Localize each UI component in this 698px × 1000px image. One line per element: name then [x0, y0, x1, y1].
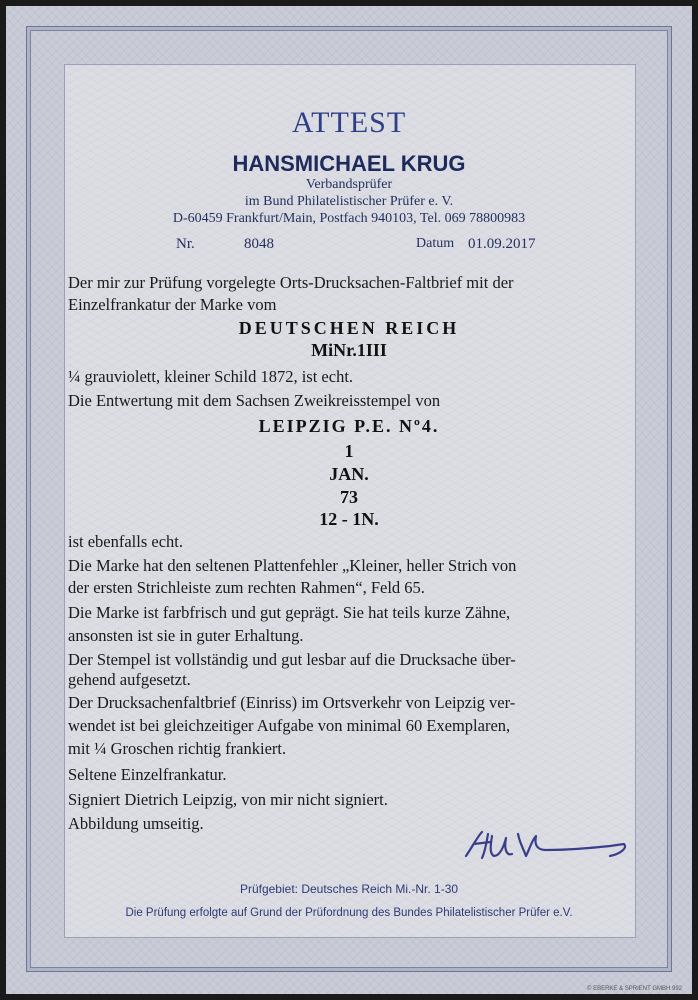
body-line-9: ansonsten ist sie in guter Erhaltung.	[68, 626, 304, 645]
nr-label: Nr.	[176, 236, 195, 252]
certificate-title: ATTEST	[291, 106, 407, 139]
issuer-association: im Bund Philatelistischer Prüfer e. V.	[244, 194, 454, 209]
body-line-1: Der mir zur Prüfung vorgelegte Orts-Drucksachen-Faltbrief mit der	[68, 273, 514, 292]
body-line-12: Der Drucksachenfaltbrief (Einriss) im Ortsverkehr von Leipzig ver-	[68, 693, 516, 712]
footer-statement: Die Prüfung erfolgte auf Grund der Prüfordnung des Bundes Philatelistischer Prüfer e.V.	[125, 907, 573, 919]
date-label: Datum	[416, 236, 455, 251]
body-line-2: Einzelfrankatur der Marke vom	[68, 295, 277, 314]
stamp-catalog-number: MiNr.1III	[311, 340, 387, 360]
date-value: 01.09.2017	[468, 236, 536, 252]
body-line-14: mit ¼ Groschen richtig frankiert.	[68, 739, 287, 758]
body-line-7: der ersten Strichleiste zum rechten Rahmen“, Feld 65.	[68, 578, 425, 597]
body-line-16: Signiert Dietrich Leipzig, von mir nicht signiert.	[68, 790, 388, 809]
footer-scope: Prüfgebiet: Deutsches Reich Mi.-Nr. 1-30	[239, 882, 459, 896]
body-line-11: gehend aufgesetzt.	[68, 670, 191, 689]
printer-imprint: © EBERKE & SPRIENT GMBH 992	[586, 986, 682, 992]
issuer-address: D-60459 Frankfurt/Main, Postfach 940103, Tel. 069 78800983	[172, 211, 526, 226]
postmark-day: 1	[344, 441, 354, 461]
issuer-name: HANSMICHAEL KRUG	[232, 151, 466, 176]
examiner-signature	[460, 826, 640, 866]
stamp-country: DEUTSCHEN REICH	[238, 318, 460, 338]
body-line-3: ¼ grauviolett, kleiner Schild 1872, ist echt.	[68, 367, 354, 386]
nr-value: 8048	[244, 236, 274, 252]
body-line-6: Die Marke hat den seltenen Plattenfehler „Kleiner, heller Strich von	[68, 556, 517, 575]
postmark-year: 73	[340, 487, 358, 507]
postmark-month: JAN.	[329, 464, 369, 484]
postmark-time: 12 - 1N.	[319, 509, 379, 529]
body-line-13: wendet ist bei gleichzeitiger Aufgabe von minimal 60 Exemplaren,	[68, 716, 511, 735]
body-line-8: Die Marke ist farbfrisch und gut geprägt. Sie hat teils kurze Zähne,	[68, 603, 511, 622]
issuer-role: Verbandsprüfer	[305, 177, 393, 192]
body-line-4: Die Entwertung mit dem Sachsen Zweikreisstempel von	[68, 391, 441, 410]
body-line-15: Seltene Einzelfrankatur.	[68, 765, 227, 784]
body-line-17: Abbildung umseitig.	[68, 814, 204, 833]
body-line-5: ist ebenfalls echt.	[68, 532, 184, 551]
body-line-10: Der Stempel ist vollständig und gut lesbar auf die Drucksache über-	[68, 650, 516, 669]
postmark-place: LEIPZIG P.E. Nº4.	[258, 416, 440, 436]
